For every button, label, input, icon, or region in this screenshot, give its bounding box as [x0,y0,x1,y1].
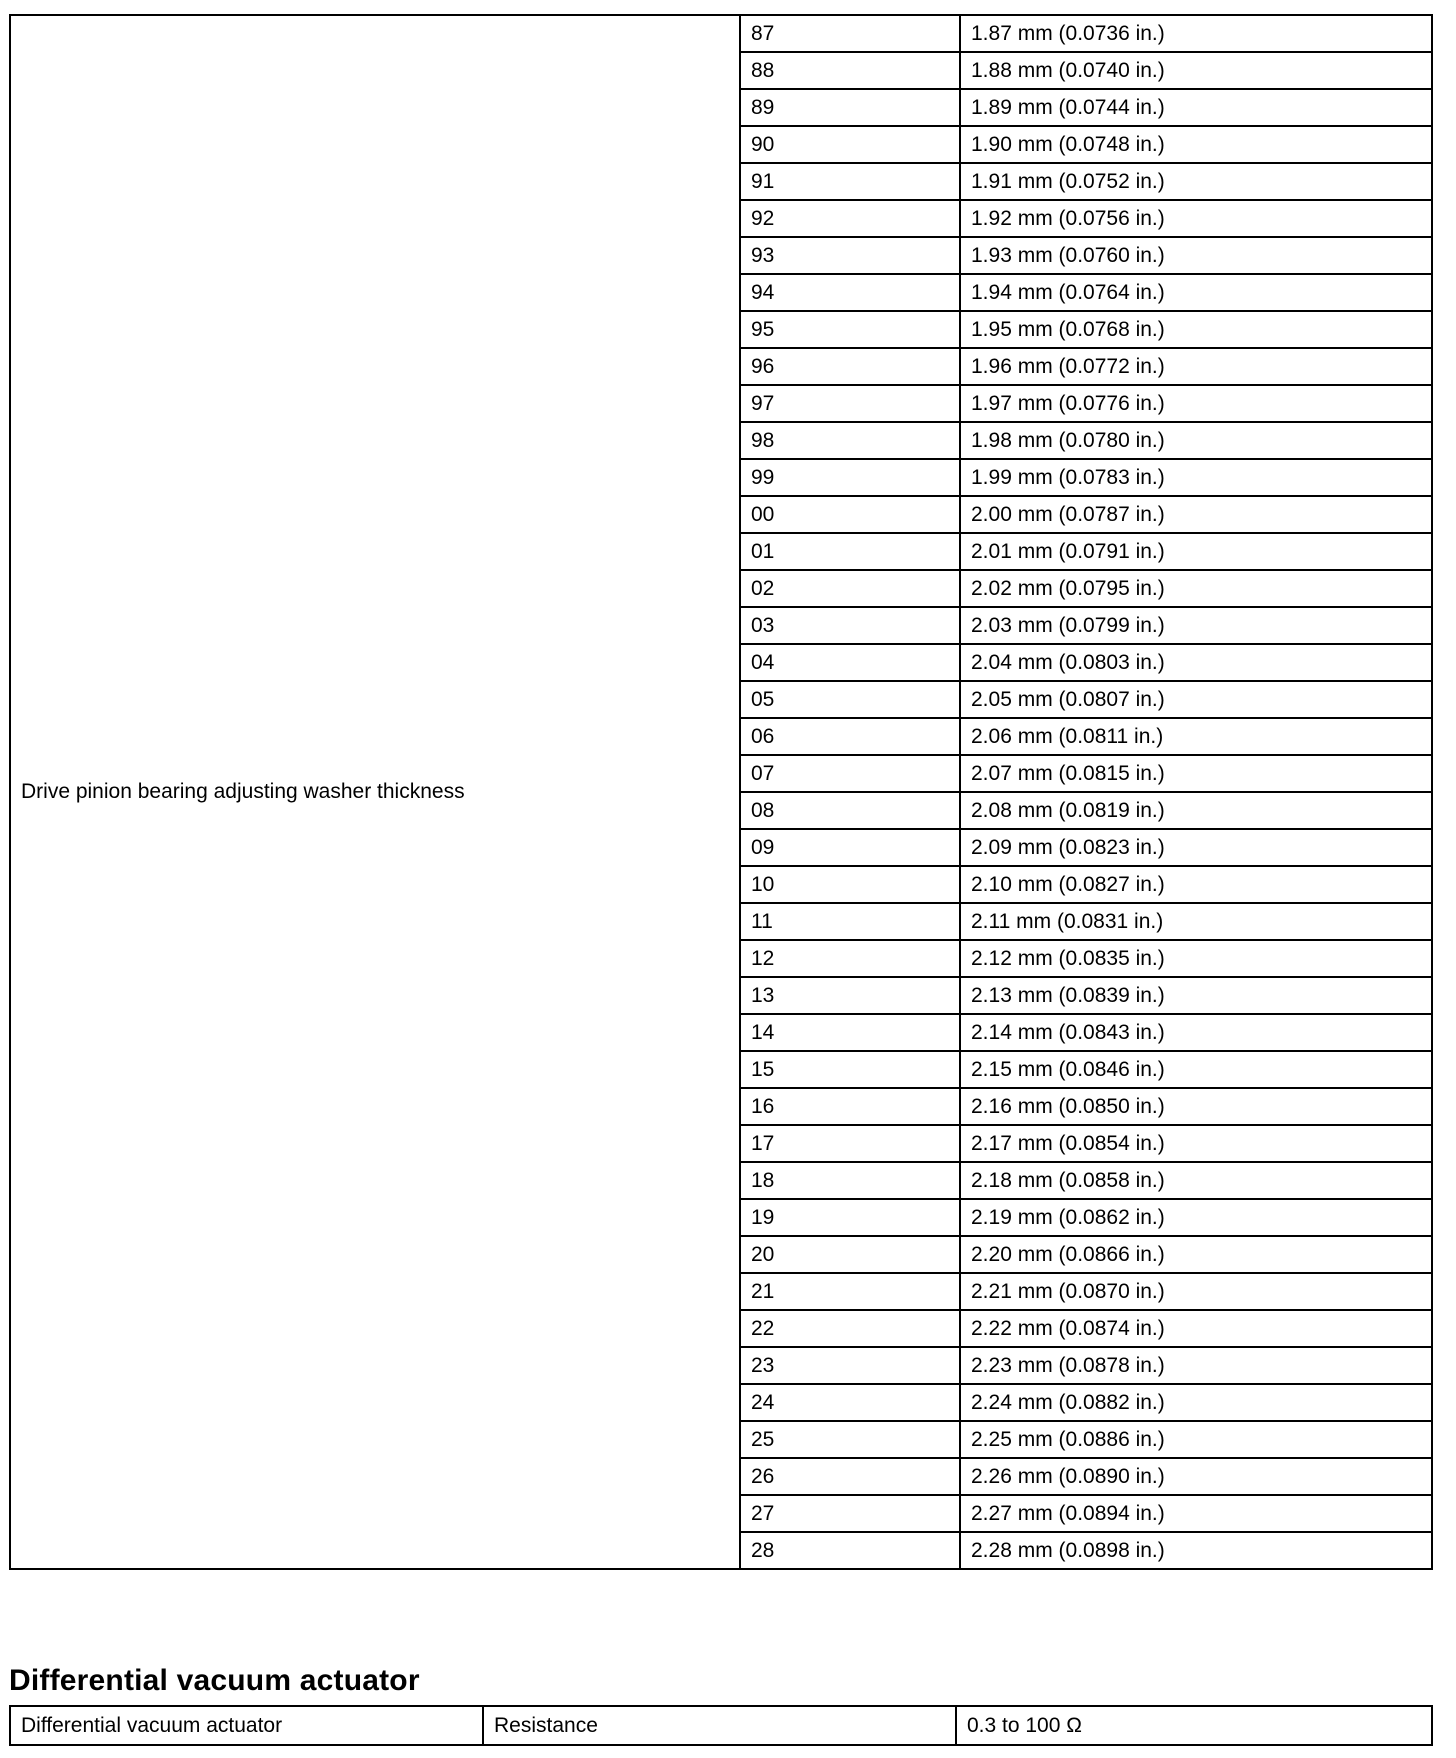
washer-thickness-table [9,14,1433,1570]
washer-thickness-cell: 2.27 mm (0.0894 in.) [960,1495,1432,1532]
washer-code-cell: 96 [740,348,960,385]
washer-thickness-cell: 1.92 mm (0.0756 in.) [960,200,1432,237]
washer-thickness-cell: 2.22 mm (0.0874 in.) [960,1310,1432,1347]
washer-thickness-cell: 2.12 mm (0.0835 in.) [960,940,1432,977]
washer-code-cell: 19 [740,1199,960,1236]
washer-code-cell: 88 [740,52,960,89]
washer-thickness-cell: 2.01 mm (0.0791 in.) [960,533,1432,570]
washer-thickness-cell: 2.15 mm (0.0846 in.) [960,1051,1432,1088]
washer-code-cell: 98 [740,422,960,459]
washer-thickness-cell: 2.09 mm (0.0823 in.) [960,829,1432,866]
washer-code-cell: 17 [740,1125,960,1162]
washer-code-cell: 09 [740,829,960,866]
washer-code-cell: 06 [740,718,960,755]
component-cell: Differential vacuum actuator [10,1706,483,1745]
parameter-cell: Resistance [483,1706,956,1745]
washer-code-cell: 24 [740,1384,960,1421]
washer-code-cell: 22 [740,1310,960,1347]
washer-thickness-cell: 1.90 mm (0.0748 in.) [960,126,1432,163]
washer-thickness-cell: 2.04 mm (0.0803 in.) [960,644,1432,681]
actuator-spec-table [9,1705,1433,1746]
washer-code-cell: 00 [740,496,960,533]
washer-code-cell: 20 [740,1236,960,1273]
washer-thickness-cell: 1.94 mm (0.0764 in.) [960,274,1432,311]
washer-code-cell: 03 [740,607,960,644]
washer-thickness-cell: 2.18 mm (0.0858 in.) [960,1162,1432,1199]
washer-code-cell: 14 [740,1014,960,1051]
washer-thickness-cell: 2.26 mm (0.0890 in.) [960,1458,1432,1495]
washer-code-cell: 93 [740,237,960,274]
parameter-label-cell: Drive pinion bearing adjusting washer thickness [10,15,740,1569]
washer-code-cell: 27 [740,1495,960,1532]
washer-code-cell: 25 [740,1421,960,1458]
washer-thickness-cell: 1.97 mm (0.0776 in.) [960,385,1432,422]
washer-code-cell: 16 [740,1088,960,1125]
washer-thickness-cell: 2.00 mm (0.0787 in.) [960,496,1432,533]
washer-code-cell: 97 [740,385,960,422]
washer-code-cell: 87 [740,15,960,52]
washer-thickness-cell: 2.14 mm (0.0843 in.) [960,1014,1432,1051]
washer-thickness-cell: 2.19 mm (0.0862 in.) [960,1199,1432,1236]
washer-code-cell: 26 [740,1458,960,1495]
washer-thickness-cell: 2.21 mm (0.0870 in.) [960,1273,1432,1310]
washer-code-cell: 01 [740,533,960,570]
washer-code-cell: 23 [740,1347,960,1384]
washer-code-cell: 13 [740,977,960,1014]
washer-thickness-cell: 2.28 mm (0.0898 in.) [960,1532,1432,1569]
washer-thickness-cell: 2.25 mm (0.0886 in.) [960,1421,1432,1458]
washer-thickness-cell: 1.95 mm (0.0768 in.) [960,311,1432,348]
washer-thickness-cell: 1.88 mm (0.0740 in.) [960,52,1432,89]
washer-code-cell: 89 [740,89,960,126]
washer-thickness-cell: 2.03 mm (0.0799 in.) [960,607,1432,644]
washer-code-cell: 91 [740,163,960,200]
washer-code-cell: 28 [740,1532,960,1569]
washer-thickness-cell: 2.16 mm (0.0850 in.) [960,1088,1432,1125]
washer-code-cell: 11 [740,903,960,940]
washer-code-cell: 12 [740,940,960,977]
washer-thickness-cell: 1.96 mm (0.0772 in.) [960,348,1432,385]
washer-thickness-cell: 1.98 mm (0.0780 in.) [960,422,1432,459]
washer-thickness-cell: 2.24 mm (0.0882 in.) [960,1384,1432,1421]
washer-thickness-cell: 2.05 mm (0.0807 in.) [960,681,1432,718]
washer-code-cell: 08 [740,792,960,829]
washer-thickness-cell: 1.93 mm (0.0760 in.) [960,237,1432,274]
washer-thickness-cell: 2.08 mm (0.0819 in.) [960,792,1432,829]
washer-thickness-cell: 1.91 mm (0.0752 in.) [960,163,1432,200]
washer-thickness-cell: 2.06 mm (0.0811 in.) [960,718,1432,755]
washer-code-cell: 99 [740,459,960,496]
washer-code-cell: 95 [740,311,960,348]
value-cell: 0.3 to 100 Ω [956,1706,1432,1745]
table-row [10,15,1432,52]
washer-thickness-cell: 2.23 mm (0.0878 in.) [960,1347,1432,1384]
washer-thickness-cell: 2.20 mm (0.0866 in.) [960,1236,1432,1273]
washer-thickness-cell: 2.07 mm (0.0815 in.) [960,755,1432,792]
washer-code-cell: 18 [740,1162,960,1199]
washer-thickness-cell: 2.02 mm (0.0795 in.) [960,570,1432,607]
washer-code-cell: 10 [740,866,960,903]
washer-code-cell: 04 [740,644,960,681]
washer-code-cell: 90 [740,126,960,163]
washer-code-cell: 92 [740,200,960,237]
washer-code-cell: 02 [740,570,960,607]
washer-code-cell: 05 [740,681,960,718]
washer-code-cell: 94 [740,274,960,311]
table-row [10,1706,1432,1745]
washer-thickness-cell: 1.99 mm (0.0783 in.) [960,459,1432,496]
washer-code-cell: 21 [740,1273,960,1310]
washer-thickness-cell: 2.17 mm (0.0854 in.) [960,1125,1432,1162]
washer-thickness-cell: 2.11 mm (0.0831 in.) [960,903,1432,940]
washer-thickness-cell: 2.13 mm (0.0839 in.) [960,977,1432,1014]
washer-code-cell: 15 [740,1051,960,1088]
section-title: Differential vacuum actuator [9,1664,420,1697]
washer-thickness-cell: 1.89 mm (0.0744 in.) [960,89,1432,126]
washer-code-cell: 07 [740,755,960,792]
washer-thickness-cell: 2.10 mm (0.0827 in.) [960,866,1432,903]
washer-thickness-cell: 1.87 mm (0.0736 in.) [960,15,1432,52]
